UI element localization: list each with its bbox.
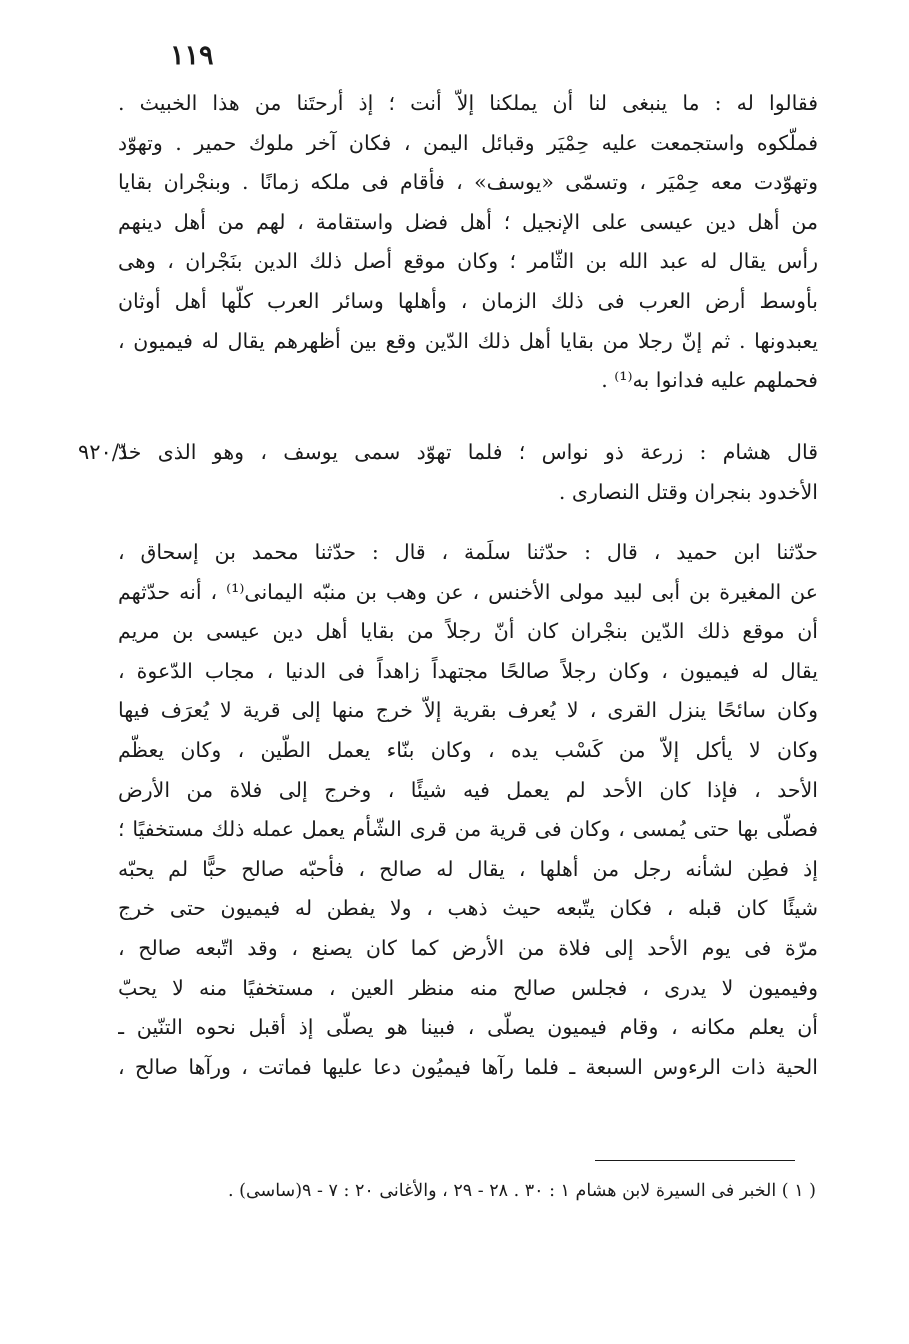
paragraph-3 xyxy=(118,533,818,1087)
text-line: عن المغيرة بن أبى لبيد مولى الأخنس ، عن وهب بن منبّه اليمانى⁽¹⁾ ، أنه حدّثهم xyxy=(118,579,818,604)
text-line: قال هشام : زرعة ذو نواس ؛ فلما تهوّد سمى يوسف ، وهو الذى خدّ xyxy=(118,440,818,464)
text-line: وتهوّدت معه حِمْيَر ، وتسمّى «يوسف» ، فأقام فى ملكه زمانًا . وبنجْران بقايا xyxy=(118,170,818,195)
text-line: فقالوا له : ما ينبغى لنا أن يملكنا إلاّ أنت ؛ إذ أرحتَنا من هذا الخبيث . xyxy=(118,91,818,115)
text-line: بأوسط أرض العرب فى ذلك الزمان ، وأهلها وسائر العرب كلّها أهل أوثان xyxy=(118,288,818,313)
paragraph-2 xyxy=(118,433,818,512)
text-line: الأخدود بنجران وقتل النصارى . xyxy=(558,479,818,504)
text-line: رأس يقال له عبد الله بن الثّامر ؛ وكان موقع أصل ذلك الدين بنَجْران ، وهى xyxy=(118,249,818,274)
text-line: وكان لا يأكل إلاّ من كَسْب يده ، وكان بنّاء يعمل الطّين ، وكان يعظّم xyxy=(118,737,818,762)
text-line: إذ فطِن لشأنه رجل من أهلها ، يقال له صالح ، فأحبّه صالح حبًّا لم يحبّه xyxy=(118,856,818,881)
margin-reference: ٩٢٠/١ xyxy=(78,440,131,464)
text-line: أن يعلم مكانه ، وقام فيميون يصلّى ، فبينا هو يصلّى إذ أقبل نحوه التنّين ـ xyxy=(118,1015,818,1040)
text-line: فملّكوه واستجمعت عليه حِمْيَر وقبائل اليمن ، فكان آخر ملوك حمير . وتهوّد xyxy=(118,130,818,155)
text-line: الحية ذات الرءوس السبعة ـ فلما رآها فيميُون دعا عليها فماتت ، ورآها صالح ، xyxy=(118,1054,818,1079)
text-line: فحملهم عليه فدانوا به⁽¹⁾ . xyxy=(601,368,818,393)
text-line: وكان سائحًا ينزل القرى ، لا يُعرف بقرية إلاّ خرج منها إلى قرية لا يُعرَف فيها xyxy=(118,698,818,723)
page-number: ١١٩ xyxy=(170,40,214,71)
footnote: ( ١ ) الخبر فى السيرة لابن هشام ١ : ٣٠ . ٢٨ - ٢٩ ، والأغانى ٢٠ : ٧ - ٩(ساسى) . xyxy=(228,1181,816,1201)
text-line: شيئًا كان قبله ، فكان يتّبعه حيث ذهب ، ولا يفطن له فيميون حتى خرج xyxy=(118,896,818,921)
text-line: حدّثنا ابن حميد ، قال : حدّثنا سلَمة ، قال : حدّثنا محمد بن إسحاق ، xyxy=(118,540,818,564)
footnote-divider xyxy=(595,1160,795,1161)
text-line: يقال له فيميون ، وكان رجلاً صالحًا مجتهداً زاهداً فى الدنيا ، مجاب الدّعوة ، xyxy=(118,658,818,683)
text-line: أن موقع ذلك الدّين بنجْران كان أنّ رجلاً من بقايا أهل دين عيسى بن مريم xyxy=(118,619,818,644)
text-line: الأحد ، فإذا كان الأحد لم يعمل فيه شيئًا ، وخرج إلى فلاة من الأرض xyxy=(118,777,818,802)
text-line: فصلّى بها حتى يُمسى ، وكان فى قرية من قرى الشّأم يعمل عمله ذلك مستخفيًا ؛ xyxy=(118,817,818,842)
paragraph-1 xyxy=(118,84,818,401)
text-line: يعبدونها . ثم إنّ رجلا من بقايا أهل ذلك الدّين وقع بين أظهرهم يقال له فيميون ، xyxy=(118,328,818,353)
text-line: مرّة فى يوم الأحد إلى فلاة من الأرض كما كان يصنع ، وقد اتّبعه صالح ، xyxy=(118,935,818,960)
text-line: وفيميون لا يدرى ، فجلس صالح منه منظر العين ، مستخفيًا منه لا يحبّ xyxy=(118,975,818,1000)
text-line: من أهل دين عيسى على الإنجيل ؛ أهل فضل واستقامة ، لهم من أهل دينهم xyxy=(118,209,818,234)
